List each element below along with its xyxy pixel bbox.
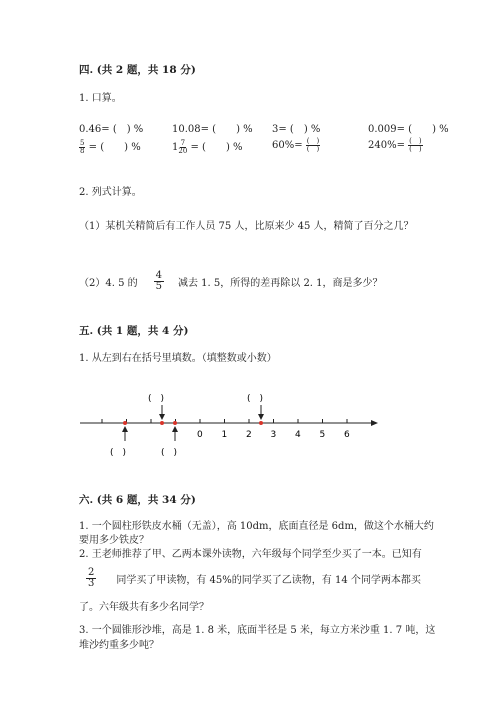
s6-q2-line2 — [86, 568, 421, 589]
section6-title: 六. (共 6 题，共 34 分) — [79, 494, 196, 506]
s6-q1-line2: 要用多少铁皮？ — [79, 535, 149, 546]
bottom-blank-1: ( ) — [110, 448, 127, 458]
s6-q2-line3: 了。六年级共有多少名同学？ — [79, 602, 209, 613]
q2-1-text: （1）某机关精简后有工作人员 75 人，比原来少 45 人，精简了百分之几？ — [79, 221, 414, 232]
section4-title: 四. (共 2 题，共 18 分) — [79, 64, 196, 76]
fraction-denominator: 5 — [155, 281, 162, 292]
calc-item-6-tail: = ( ) % — [190, 142, 243, 153]
fraction-denominator: ( ) — [306, 145, 320, 153]
q1-label: 1. 口算。 — [79, 93, 122, 104]
point-marker-3 — [173, 421, 177, 425]
number-line — [70, 385, 390, 465]
fraction-denominator: 8 — [80, 147, 85, 155]
number-line-tick-label: 3 — [270, 430, 277, 440]
fraction-denominator: ( ) — [409, 145, 422, 153]
fraction-numerator: 4 — [155, 270, 162, 281]
s6-q2-line2-text: 同学买了甲读物，有 45%的同学买了乙读物，有 14 个同学两本都买 — [116, 575, 421, 586]
q2-label: 2. 列式计算。 — [79, 187, 142, 198]
fraction-numerator: 5 — [80, 139, 85, 147]
top-blank-2: ( ) — [247, 394, 264, 404]
calc-item-1: 0.46= ( ) % — [79, 124, 144, 135]
section5-title: 五. (共 1 题，共 4 分) — [79, 325, 189, 337]
calc-item-5 — [79, 138, 141, 155]
fraction-numerator: 2 — [88, 567, 95, 578]
top-blank-1: ( ) — [148, 394, 165, 404]
fraction-numerator: 7 — [180, 139, 186, 147]
calc-item-2: 10.08= ( ) % — [172, 124, 253, 135]
number-line-tick-label: 2 — [246, 430, 252, 440]
up-arrow-head-1 — [122, 426, 128, 432]
fraction-numerator: ( ) — [306, 137, 320, 145]
q2-2-tail: 减去 1. 5，所得的差再除以 2. 1，商是多少？ — [178, 278, 383, 289]
number-line-tick-label: 4 — [295, 430, 301, 440]
s6-q2-line1: 2. 王老师推荐了甲、乙两本课外读物，六年级每个同学至少买了一本。已知有 — [79, 549, 422, 560]
calc-item-7 — [272, 138, 320, 153]
mixed-whole: 1 — [172, 142, 179, 153]
number-line-arrowhead — [371, 420, 378, 426]
point-marker-4 — [259, 421, 263, 425]
q2-2-text — [79, 271, 383, 292]
bottom-blank-2: ( ) — [161, 448, 178, 458]
fraction-denominator: 3 — [88, 578, 95, 589]
s6-q1-line1: 1. 一个圆柱形铁皮水桶（无盖），高 10dm，底面直径是 6dm，做这个水桶大约 — [79, 521, 434, 532]
s6-q3-line2: 堆沙约重多少吨？ — [79, 640, 159, 651]
number-line-tick-label: 5 — [319, 430, 326, 440]
up-arrow-head-2 — [172, 426, 178, 432]
calc-item-5-tail: = ( ) % — [88, 142, 141, 153]
fraction-denominator: 20 — [178, 147, 188, 155]
calc-item-3: 3= ( ) % — [272, 124, 321, 135]
q2-2-head: （2）4. 5 的 — [79, 278, 138, 289]
calc-item-8 — [368, 138, 423, 153]
down-arrow-head-1 — [159, 414, 165, 420]
point-marker-1 — [123, 421, 127, 425]
down-arrow-head-2 — [258, 414, 264, 420]
s6-q3-line1: 3. 一个圆锥形沙堆，高是 1. 8 米，底面半径是 5 米，每立方米沙重 1. 7 吨，这 — [79, 625, 436, 636]
number-line-tick-label: 1 — [221, 430, 228, 440]
calc-item-8-head: 240%= — [368, 140, 405, 151]
calc-item-7-head: 60%= — [272, 140, 303, 151]
s5-q1-text: 1. 从左到右在括号里填数。（填整数或小数） — [79, 353, 277, 364]
fraction-numerator: ( ) — [409, 137, 422, 145]
number-line-tick-label: 6 — [344, 430, 350, 440]
point-marker-2 — [160, 421, 164, 425]
number-line-tick-label: 0 — [197, 430, 203, 440]
calc-item-4: 0.009= ( ) % — [368, 124, 449, 135]
calc-item-6 — [172, 138, 243, 155]
